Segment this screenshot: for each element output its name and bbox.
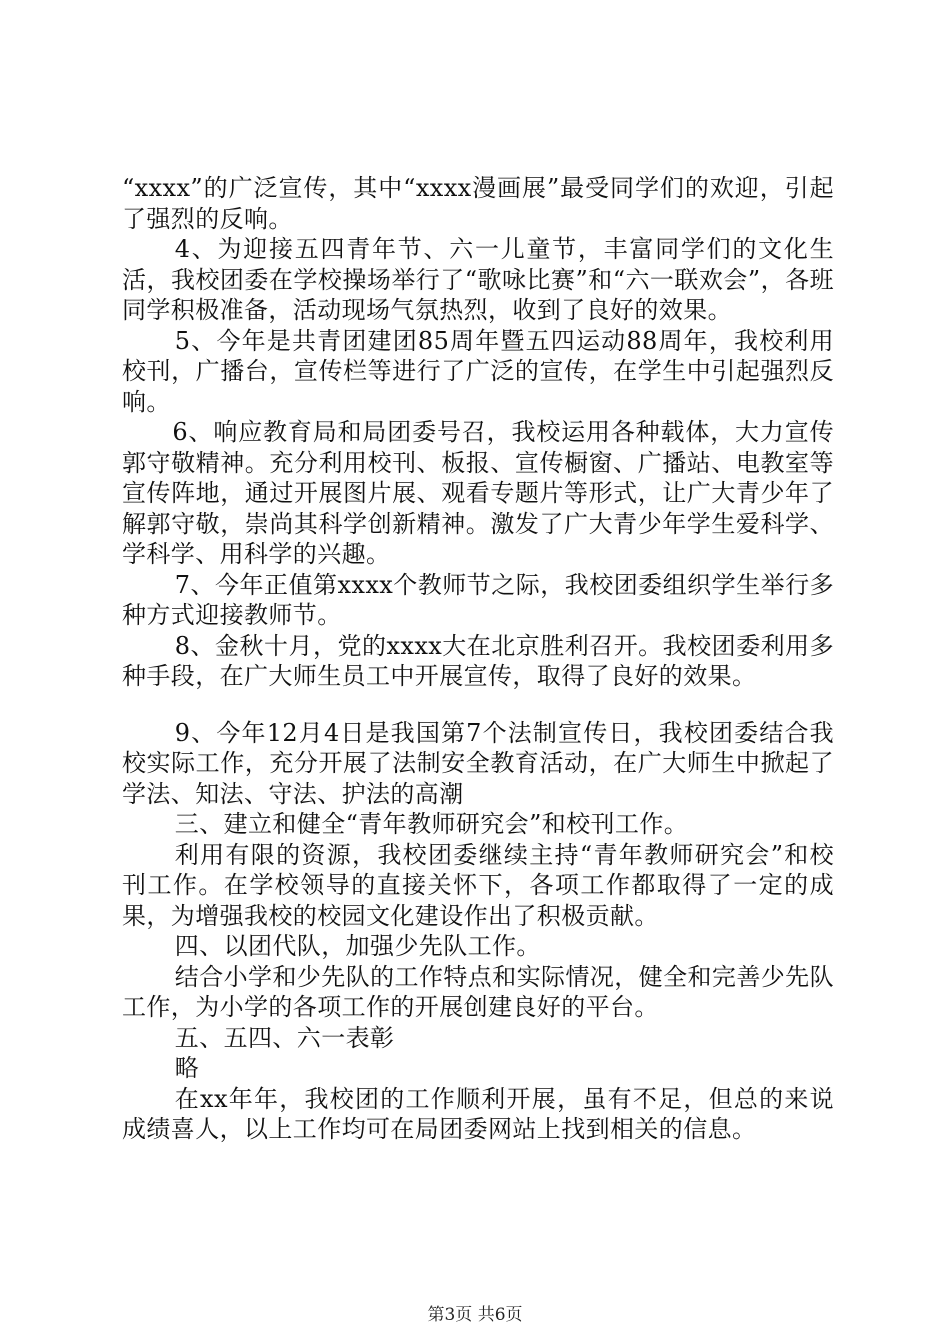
section-heading-3: 三、建立和健全“青年教师研究会”和校刊工作。 (174, 810, 689, 838)
paragraph-6: 8、金秋十月，党的xxxx大在北京胜利召开。我校团委利用多种手段，在广大师生员工中开展宣传，取得了良好的效果。 (122, 631, 834, 690)
paragraph-10: 略 (174, 1054, 200, 1082)
paragraph-2: 4、为迎接五四青年节、六一儿童节，丰富同学们的文化生活，我校团委在学校操场举行了“歌咏比赛”和“六一联欢会”，各班同学积极准备，活动现场气氛热烈，收到了良好的效果。 (122, 235, 834, 324)
paragraph-8: 利用有限的资源，我校团委继续主持“青年教师研究会”和校刊工作。在学校领导的直接关怀下，各项工作都取得了一定的成果，为增强我校的校园文化建设作出了积极贡献。 (122, 840, 834, 930)
paragraph-11: 在xx年年，我校团的工作顺利开展，虽有不足，但总的来说成绩喜人，以上工作均可在局团委网站上找到相关的信息。 (122, 1084, 834, 1143)
section-heading-5: 五、五四、六一表彰 (174, 1023, 395, 1052)
document-body (122, 173, 834, 1145)
paragraph-3: 5、今年是共青团建团85周年暨五四运动88周年，我校利用校刊，广播台，宣传栏等进行了广泛的宣传，在学生中引起强烈反响。 (122, 326, 834, 416)
paragraph-5: 7、今年正值第xxxx个教师节之际，我校团委组织学生举行多种方式迎接教师节。 (122, 570, 834, 629)
paragraph-1: “xxxx”的广泛宣传，其中“xxxx漫画展”最受同学们的欢迎，引起了强烈的反响。 (122, 174, 834, 233)
paragraph-7: 9、今年12月4日是我国第7个法制宣传日，我校团委结合我校实际工作，充分开展了法制安全教育活动，在广大师生中掀起了学法、知法、守法、护法的高潮 (122, 718, 834, 808)
page-number-footer: 第3页 共6页 (427, 1305, 523, 1325)
paragraph-9: 结合小学和少先队的工作特点和实际情况，健全和完善少先队工作，为小学的各项工作的开展创建良好的平台。 (122, 962, 834, 1021)
paragraph-4: 6、响应教育局和局团委号召，我校运用各种载体，大力宣传郭守敬精神。充分利用校刊、板报、宣传橱窗、广播站、电教室等宣传阵地，通过开展图片展、观看专题片等形式，让广大青少年了解郭守敬，崇尚其科学创新精神。激发了广大青少年学生爱科学、学科学、用科学的兴趣。 (122, 418, 834, 568)
section-heading-4: 四、以团代队，加强少先队工作。 (174, 932, 541, 960)
